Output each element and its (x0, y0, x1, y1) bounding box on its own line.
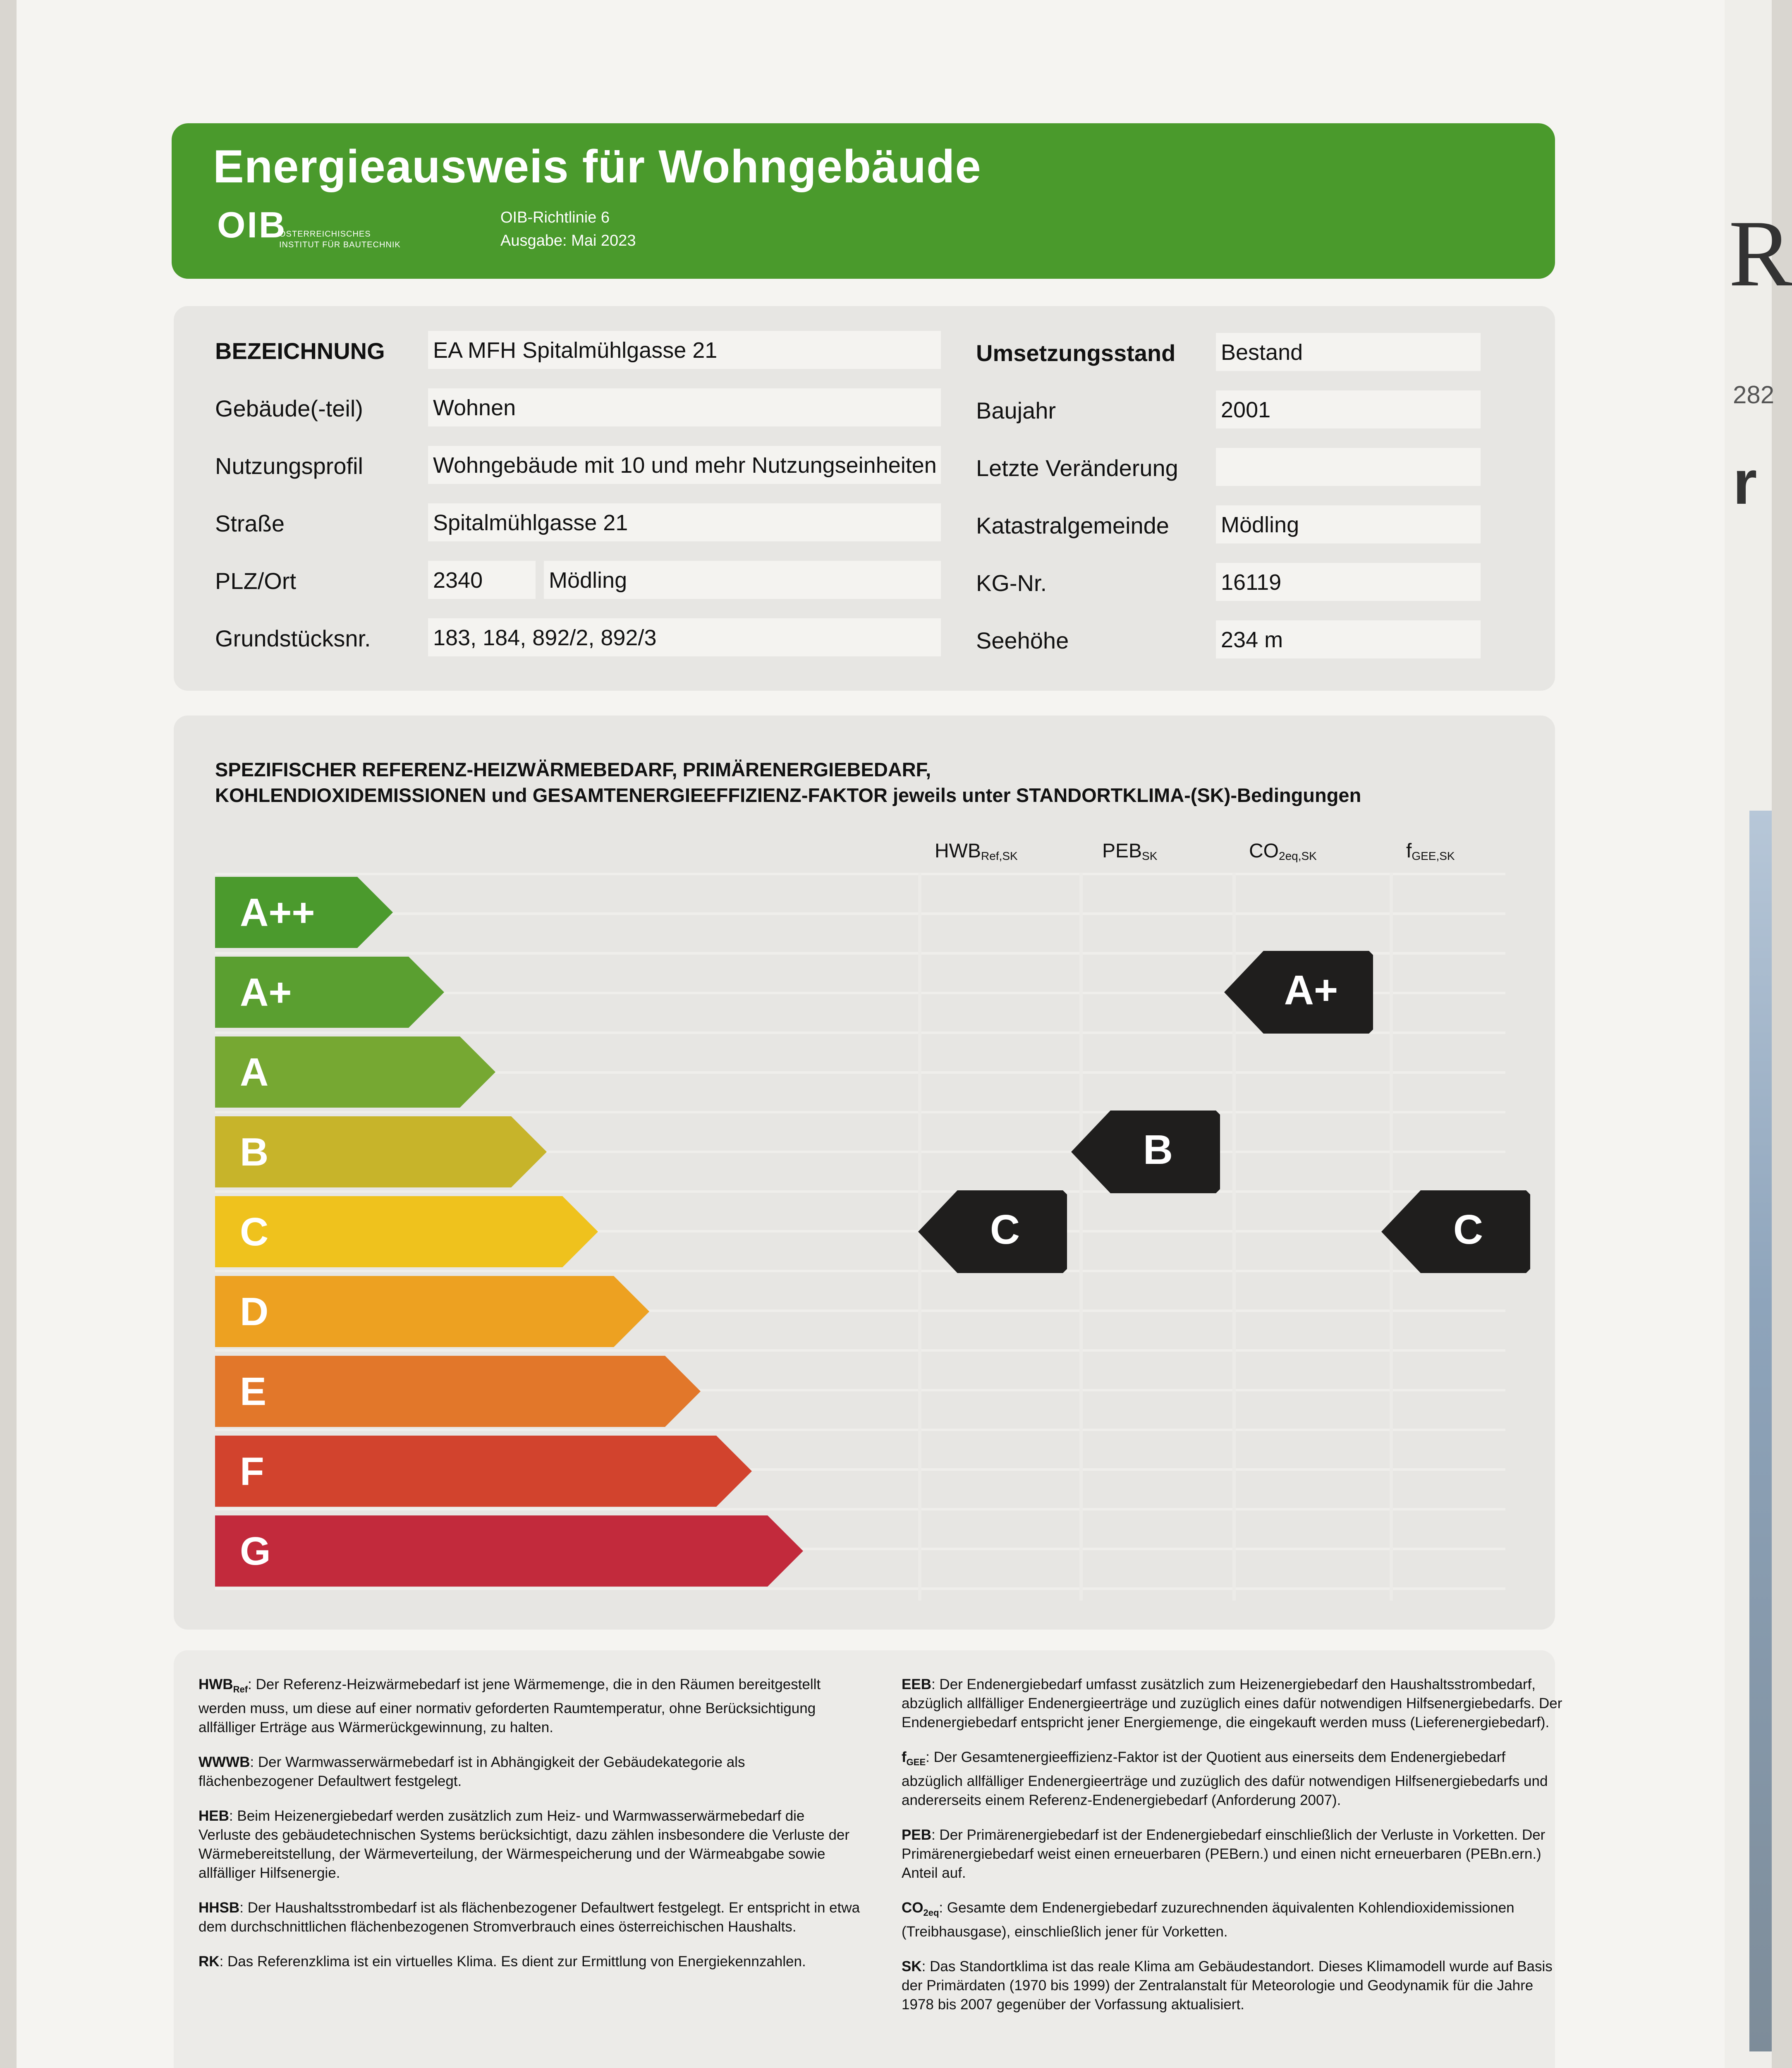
grid-line (215, 1508, 1505, 1510)
definition-item (199, 1675, 860, 1737)
adjacent-letter-2: r (1733, 448, 1757, 517)
grid-line (215, 1190, 1505, 1193)
definitions-panel (174, 1650, 1562, 2068)
definition-item (902, 1748, 1563, 1810)
definition-text: : Der Haushaltsstrombedarf ist als flächenbezogener Defaultwert festgelegt. Er entspricht in etwa dem durchschnittlichen flächenbezogenen Stromverbrauch eines österreichischen Haushalts. (199, 1900, 860, 1935)
definition-text: : Der Referenz-Heizwärmebedarf ist jene Wärmemenge, die in den Räumen bereitgestellt werden muss, um diese auf einer normativ geforderten Raumtemperatur, ohne Berücksichtigung allfälliger Erträge aus Wärmerückgewinnung, zu halten. (199, 1676, 821, 1735)
grid-line (215, 912, 1505, 915)
info-row (174, 499, 918, 545)
definition-item (199, 1898, 860, 1936)
grid-line (215, 1429, 1505, 1431)
rating-heading: SPEZIFISCHER REFERENZ-HEIZWÄRMEBEDARF, PRIMÄRENERGIEBEDARF, KOHLENDIOXIDEMISSIONEN und GESAMTENERGIEEFFIZIENZ-FAKTOR jeweils unter STANDORTKLIMA-(SK)-Bedingungen (215, 759, 1361, 806)
info-row (174, 614, 918, 660)
info-row (968, 444, 1547, 489)
info-value (1216, 620, 1481, 658)
definition-item (902, 1675, 1563, 1732)
rating-badge-label: A+ (1284, 967, 1338, 1013)
info-value (428, 331, 941, 369)
document-title: Energieausweis für Wohngebäude (213, 141, 981, 192)
column-header-sub: SK (1142, 850, 1158, 862)
definition-text: : Das Referenzklima ist ein virtuelles Klima. Es dient zur Ermittlung von Energiekennzahlen. (219, 1953, 806, 1970)
column-header-main: HWB (935, 840, 981, 862)
info-value-text: 183, 184, 892/2, 892/3 (433, 625, 657, 650)
definition-term-sub: Ref (233, 1684, 248, 1695)
rating-badge-label: B (1143, 1127, 1173, 1173)
energy-class-arrow (215, 1036, 500, 1108)
definition-term: PEB (902, 1827, 931, 1843)
definition-term: EEB (902, 1676, 931, 1692)
class-label: F (240, 1449, 264, 1494)
info-value-2 (544, 561, 941, 599)
rating-badge-peb (1071, 1111, 1220, 1193)
class-label: G (240, 1529, 271, 1573)
definition-item (199, 1753, 860, 1791)
info-label: Straße (215, 510, 285, 536)
energy-class-arrow (215, 877, 397, 948)
info-label: Katastralgemeinde (976, 512, 1169, 539)
info-row (968, 386, 1547, 432)
info-value (428, 561, 536, 599)
info-value (1216, 333, 1481, 371)
class-label: A (240, 1050, 269, 1094)
definition-term: $CO_{2eq}$ (902, 1900, 939, 1918)
rating-badge-label: C (1453, 1206, 1483, 1253)
definition-term-sub: 2eq (923, 1908, 939, 1918)
class-label: A+ (240, 970, 292, 1015)
definitions-left (199, 1675, 860, 1987)
definition-term-sub: GEE (906, 1757, 926, 1767)
energy-class-arrow (215, 1196, 602, 1267)
definition-text: : Das Standortklima ist das reale Klima am Gebäudestandort. Dieses Klimamodell wurde auf Basis der Primärdaten (1970 bis 1999) der Zentralanstalt für Meteorologie und Geodynamik für die Jahre 1978 bis 2007 gegenüber der Vorfassung aktualisiert. (902, 1958, 1553, 2013)
oib-logo: OIB (217, 204, 287, 245)
column-header-sub: Ref,SK (981, 850, 1018, 862)
class-label: A++ (240, 890, 315, 935)
definition-item (199, 1952, 860, 1971)
grid-line (215, 1111, 1505, 1113)
info-label: BEZEICHNUNG (215, 338, 385, 364)
class-arrow-shape (215, 1276, 649, 1347)
info-value (1216, 505, 1481, 543)
class-arrow-shape (215, 1196, 598, 1267)
info-label: PLZ/Ort (215, 568, 297, 594)
rating-badge-hwb (918, 1190, 1067, 1273)
guideline-edition: Ausgabe: Mai 2023 (500, 232, 636, 249)
definition-term: SK (902, 1958, 922, 1975)
definition-term: $f_{GEE}$ (902, 1749, 926, 1767)
column-header (935, 840, 1018, 863)
info-row (174, 557, 918, 602)
class-label: B (240, 1130, 269, 1174)
grid-column-line (1079, 873, 1083, 1601)
building-info-panel (174, 306, 1555, 691)
energy-class-arrow (215, 1276, 653, 1347)
definition-term: HHSB (199, 1900, 240, 1916)
definitions-right (902, 1675, 1563, 2030)
definition-text: : Der Primärenergiebedarf ist der Endenergiebedarf einschließlich der Verluste in Vorketten. Der Primärenergiebedarf weist einen erneuerbaren (PEBern.) und einen nicht erneuerbaren (PEBn.ern.) Anteil auf. (902, 1827, 1546, 1881)
definition-text: : Der Gesamtenergieeffizienz-Faktor ist der Quotient aus einerseits dem Endenergiebedarf abzüglich allfälliger Endenergieerträge und zuzüglich des dafür notwendigen Hilfsenergiebedarfs und andererseits einem Referenz-Endenergiebedarf (Anforderung 2007). (902, 1749, 1548, 1808)
class-label: C (240, 1210, 269, 1254)
info-value (428, 503, 941, 541)
info-row (968, 559, 1547, 604)
class-label: E (240, 1369, 267, 1414)
energy-class-arrow (215, 1436, 756, 1507)
rating-badge-co2 (1224, 951, 1373, 1034)
definition-item (902, 1898, 1563, 1941)
adjacent-photo (1749, 811, 1772, 2051)
definition-text: : Beim Heizenergiebedarf werden zusätzlich zum Heiz- und Warmwasserwärmebedarf die Verluste des gebäudetechnischen Systems berücksichtigt, dazu zählen insbesondere die Verluste der Wärmebereitstellung, der Wärmeverteilung, der Wärmespeicherung und der Wärmeabgabe sowie allfälliger Hilfsenergie. (199, 1808, 850, 1881)
column-header-sub: 2eq,SK (1279, 850, 1317, 862)
energy-class-arrow (215, 1116, 551, 1187)
info-value (1216, 448, 1481, 486)
adjacent-number: 282 (1733, 381, 1775, 409)
info-value-text: Wohngebäude mit 10 und mehr Nutzungseinheiten (433, 453, 937, 478)
info-label: Umsetzungsstand (976, 340, 1176, 366)
definition-text: : Gesamte dem Endenergiebedarf zuzurechnenden äquivalenten Kohlendioxidemissionen (Treibhausgase), einschließlich jener für Vorketten. (902, 1900, 1514, 1940)
info-value (1216, 563, 1481, 601)
info-row (968, 616, 1547, 662)
grid-line (215, 1587, 1505, 1590)
info-value (428, 446, 941, 484)
rating-grid (215, 873, 1505, 1601)
grid-line (215, 873, 1505, 875)
rating-badge-fgee (1381, 1190, 1530, 1273)
info-row (968, 501, 1547, 547)
energy-class-arrow (215, 1515, 807, 1587)
info-row (174, 384, 918, 430)
adjacent-letter: R (1729, 201, 1792, 306)
column-header-main: CO (1249, 840, 1279, 862)
column-header (1406, 840, 1455, 863)
info-value-text: Mödling (1221, 512, 1299, 537)
info-row (174, 442, 937, 487)
column-header (1102, 840, 1157, 863)
info-value-text: 2340 (433, 568, 483, 593)
info-value-text: Wohnen (433, 395, 516, 420)
info-value (1216, 390, 1481, 428)
class-arrow-shape (215, 1356, 701, 1427)
oib-logo-subtitle: ÖSTERREICHISCHES INSTITUT FÜR BAUTECHNIK (279, 230, 401, 249)
info-label: KG-Nr. (976, 570, 1047, 596)
definition-term: HEB (199, 1808, 229, 1824)
class-label: D (240, 1290, 269, 1334)
adjacent-document (1725, 0, 1792, 2068)
info-value-text: 2001 (1221, 397, 1271, 422)
info-row (968, 329, 1547, 374)
energy-class-arrow (215, 1356, 705, 1427)
info-value-text: Spitalmühlgasse 21 (433, 510, 628, 535)
info-value-text: 234 m (1221, 627, 1283, 652)
grid-line (215, 1270, 1505, 1272)
info-label: Letzte Veränderung (976, 455, 1178, 481)
column-header-main: f (1406, 840, 1412, 862)
info-value (428, 388, 941, 426)
definition-text: : Der Warmwasserwärmebedarf ist in Abhängigkeit der Gebäudekategorie als flächenbezogener Defaultwert festgelegt. (199, 1754, 745, 1789)
info-label: Gebäude(-teil) (215, 395, 363, 421)
info-label: Baujahr (976, 397, 1056, 424)
info-label: Nutzungsprofil (215, 453, 363, 479)
energy-rating-panel (174, 716, 1555, 1630)
column-header (1249, 840, 1317, 863)
definition-item (902, 1957, 1563, 2014)
info-value-text: EA MFH Spitalmühlgasse 21 (433, 338, 718, 363)
info-value-text: Bestand (1221, 340, 1303, 365)
definition-item (199, 1807, 860, 1883)
rating-badge-label: C (990, 1206, 1020, 1253)
info-value-text: 16119 (1221, 570, 1282, 595)
column-header-main: PEB (1102, 840, 1142, 862)
guideline-name: OIB-Richtlinie 6 (500, 209, 610, 226)
definition-term: RK (199, 1953, 220, 1970)
definition-item (902, 1826, 1563, 1883)
class-arrow-shape (215, 1436, 752, 1507)
info-row (174, 327, 918, 372)
info-label: Seehöhe (976, 627, 1069, 653)
definition-term: $HWB_{Ref}$ (199, 1676, 248, 1695)
info-label: Grundstücksnr. (215, 625, 371, 651)
energy-class-arrow (215, 957, 448, 1028)
document-header (172, 123, 1555, 279)
column-header-sub: GEE,SK (1412, 850, 1455, 862)
class-arrow-shape (215, 1515, 803, 1587)
definition-text: : Der Endenergiebedarf umfasst zusätzlich zum Heizenergiebedarf den Haushaltsstrombedarf, abzüglich allfälliger Endenergieerträge und zuzüglich eines dafür notwendigen Hilfsenergiebedarfs. Der Endenergiebedarf entspricht jener Energiemenge, die eingekauft werden muss (Lieferenergiebedarf). (902, 1676, 1562, 1731)
info-value-text: Mödling (549, 568, 627, 593)
definition-term: WWWB (199, 1754, 250, 1770)
info-value (428, 618, 941, 656)
guideline-info (500, 206, 636, 252)
grid-line (215, 1349, 1505, 1352)
